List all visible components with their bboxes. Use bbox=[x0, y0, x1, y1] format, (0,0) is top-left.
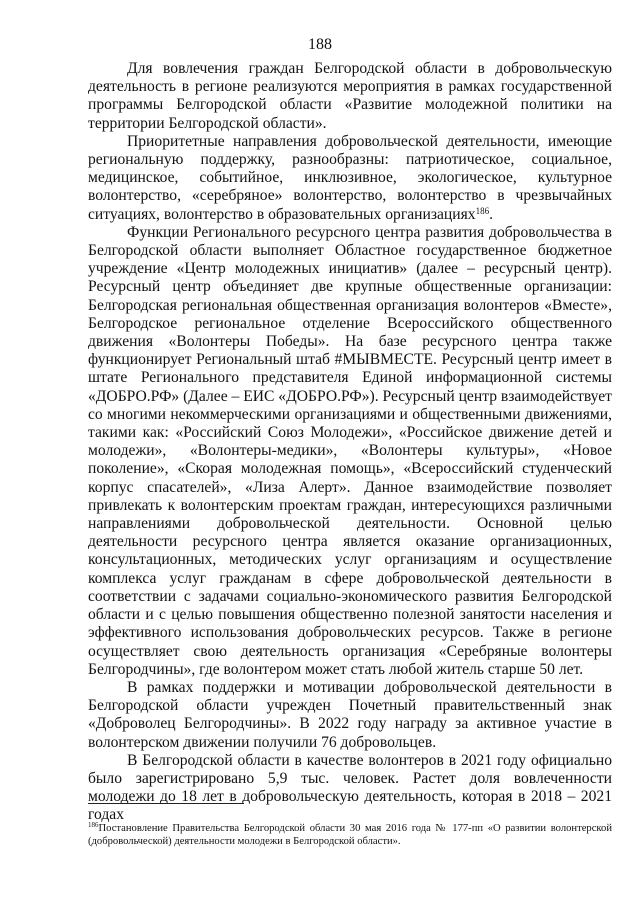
paragraph-end-punctuation: . bbox=[489, 205, 493, 223]
paragraph bbox=[88, 133, 612, 224]
page-number: 188 bbox=[308, 36, 332, 53]
paragraph: В рамках поддержки и мотивации добровольческой деятельности в Белгородской области учрежден Почетный правительственный знак «Доброволец Белгородчины». В 2022 году награду за активное участие в волонтерском движении получили 76 добровольцев. bbox=[88, 678, 612, 751]
footnote-text: Постановление Правительства Белгородской области 30 мая 2016 года № 177-пп «О развитии волонтерской (добровольческой) деятельности молодежи в Белгородской области». bbox=[88, 823, 612, 847]
footnote-marker: 186 bbox=[88, 821, 99, 829]
paragraph: Для вовлечения граждан Белгородской области в добровольческую деятельность в регионе реализуются мероприятия в рамках государственной программы Белгородской области «Развитие молодежной политики на территории Белгородской области». bbox=[88, 60, 612, 132]
paragraph: Функции Регионального ресурсного центра развития добровольчества в Белгородской области выполняет Областное государственное бюджетное учреждение «Центр молодежных инициатив» (далее – ресурсный центр). Ресурсный центр объединяет две крупные общественные организации: Белгородская региональная общественная организация волонтеров «Вместе», Белгородское региональное отделение Всероссийского общественного движения «Волонтеры Победы». На базе ресурсного центра также функционирует Региональный штаб #МЫВМЕСТЕ. Ресурсный центр имеет в штате Регионального представителя Единой информационной системы «ДОБРО.РФ» (Далее – ЕИС «ДОБРО.РФ»). Ресурсный центр взаимодействует со многими некоммерческими организациями и общественными движениями, такими как: «Российский Союз Молодежи», «Российское движение детей и молодежи», «Волонтеры-медики», «Волонтеры культуры», «Новое поколение», «Скорая молодежная помощь», «Всероссийский студенческий корпус спасателей», «Лиза Алерт». Данное взаимодействие позволяет привлекать к волонтерским проектам граждан, интересующихся различными направлениями добровольческой деятельности. Основной целью деятельности ресурсного центра является оказание организационных, консультационных, методических услуг организациям и осуществление комплекса услуг гражданам в сфере добровольческой деятельности в соответствии с задачами социально-экономического развития Белгородской области и с целью повышения общественно полезной занятости населения и эффективного использования добровольческих ресурсов. Также в регионе осуществляет свою деятельность организация «Серебряные волонтеры Белгородчины», где волонтером может стать любой житель старше 50 лет. bbox=[88, 223, 612, 678]
paragraph-text: Приоритетные направления добровольческой деятельности, имеющие региональную поддержку, разнообразны: патриотическое, социальное, медицинское, событийное, инклюзивное, экологическое, культурное волонтерство, «серебряное» волонтерство, волонтерство в чрезвычайных ситуациях, волонтерство в образовательных организациях bbox=[88, 132, 612, 223]
footnote-divider bbox=[88, 803, 244, 804]
body-text bbox=[88, 60, 612, 825]
footnote bbox=[88, 822, 612, 848]
paragraph: В Белгородской области в качестве волонтеров в 2021 году официально было зарегистрировано 5,9 тыс. человек. Растет доля вовлеченности молодежи до 18 лет в добровольческую деятельность, которая в 2018 – 2021 годах bbox=[88, 751, 612, 824]
footnote-reference[interactable]: 186 bbox=[475, 205, 490, 216]
